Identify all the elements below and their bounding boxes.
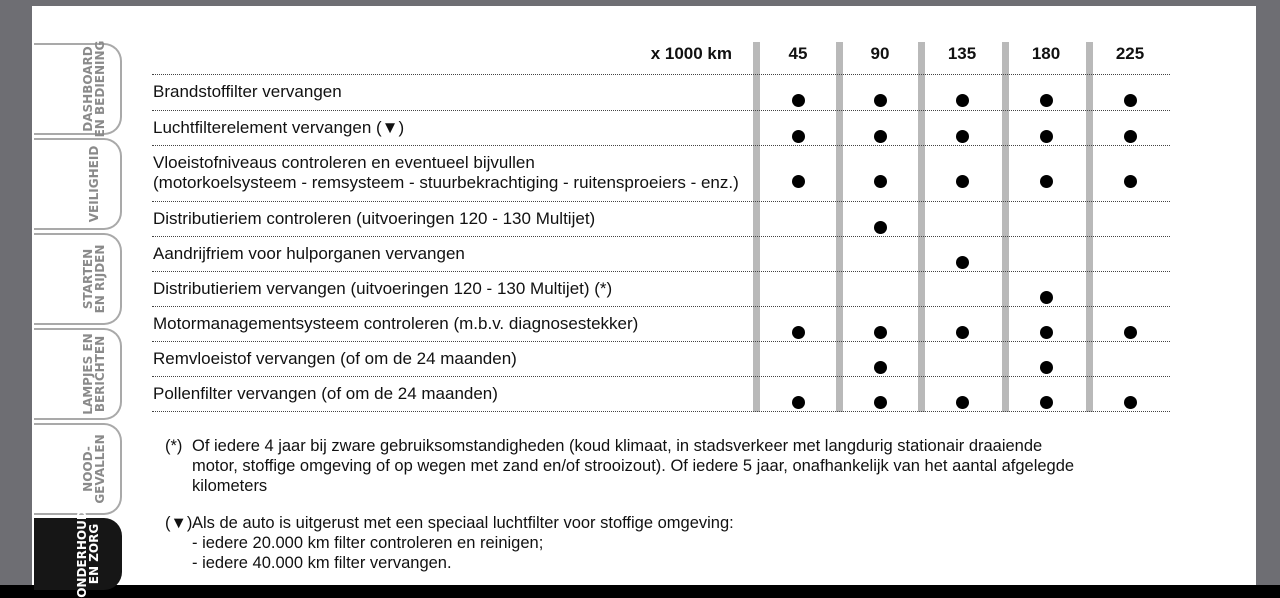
service-dot <box>792 326 805 339</box>
table-row-label: Pollenfilter vervangen (of om de 24 maanden) <box>153 383 498 403</box>
table-row-label: Distributieriem vervangen (uitvoeringen 120 - 130 Multijet) (*) <box>153 278 613 298</box>
table-row-label: Brandstoffilter vervangen <box>153 82 342 101</box>
service-dot <box>792 396 805 409</box>
tab-onderhoud[interactable] <box>34 510 122 598</box>
column-divider <box>1086 42 1093 412</box>
tab-label: NOOD- GEVALLEN <box>81 434 107 504</box>
row-separator <box>152 411 1170 412</box>
service-dot <box>956 130 969 143</box>
table-row-label: Aandrijfriem voor hulporganen vervangen <box>153 243 465 263</box>
note-triangle <box>165 513 734 573</box>
tab-dashboard[interactable] <box>34 40 122 138</box>
row-separator <box>152 341 1170 342</box>
note-asterisk <box>165 436 1074 496</box>
note-asterisk-line-2: motor, stoffige omgeving of op wegen met zand en/of strooizout). Of iedere 5 jaar, onafhankelijk van het aantal afgelegde <box>192 457 1075 475</box>
service-dot <box>1124 175 1137 188</box>
note-triangle-line-2: - iedere 20.000 km filter controleren en reinigen; <box>192 534 544 552</box>
table-row-label: Distributieriem controleren (uitvoeringen 120 - 130 Multijet) <box>153 208 596 228</box>
row-separator <box>152 201 1170 202</box>
service-dot <box>874 94 887 107</box>
service-dot <box>792 94 805 107</box>
row-separator <box>152 74 1170 75</box>
note-triangle-line-1: Als de auto is uitgerust met een speciaal luchtfilter voor stoffige omgeving: <box>192 514 734 532</box>
row-separator <box>152 306 1170 307</box>
column-divider <box>836 42 843 412</box>
service-dot <box>956 396 969 409</box>
note-asterisk-line-3: kilometers <box>192 477 268 495</box>
tab-label: DASHBOARD EN BEDIENING <box>81 40 107 138</box>
tab-lampjes[interactable] <box>34 328 122 420</box>
note-triangle-line-3: - iedere 40.000 km filter vervangen. <box>192 554 452 572</box>
column-divider <box>753 42 760 412</box>
note-triangle-symbol: (▼) <box>165 514 193 532</box>
note-asterisk-line-1: Of iedere 4 jaar bij zware gebruiksomstandigheden (koud klimaat, in stadsverkeer met langdurig stationair draaiende <box>192 437 1043 455</box>
column-header: 135 <box>947 44 977 63</box>
service-dot <box>1040 326 1053 339</box>
tab-label: ONDERHOUD EN ZORG <box>75 510 101 598</box>
column-header: 45 <box>788 44 808 63</box>
column-header: 225 <box>1115 44 1145 63</box>
column-divider <box>918 42 925 412</box>
service-dot <box>1124 130 1137 143</box>
service-dot <box>1040 291 1053 304</box>
service-dot <box>956 256 969 269</box>
row-separator <box>152 236 1170 237</box>
table-row-label: Remvloeistof vervangen (of om de 24 maanden) <box>153 348 517 368</box>
service-dot <box>874 396 887 409</box>
frame-left <box>0 0 32 585</box>
tab-label: VEILIGHEID <box>87 145 101 223</box>
row-separator <box>152 271 1170 272</box>
tab-starten[interactable] <box>34 233 122 325</box>
service-dot <box>874 175 887 188</box>
tab-label: LAMPJES EN BERICHTEN <box>81 333 107 415</box>
service-dot <box>874 130 887 143</box>
column-header: 180 <box>1031 44 1061 63</box>
service-dot <box>874 221 887 234</box>
service-dot <box>792 130 805 143</box>
tab-label: STARTEN EN RIJDEN <box>81 244 107 314</box>
service-dot <box>1040 396 1053 409</box>
table-row-label: Motormanagementsysteem controleren (m.b.v. diagnosestekker) <box>153 313 639 333</box>
service-dot <box>956 175 969 188</box>
service-dot <box>1124 396 1137 409</box>
row-separator <box>152 376 1170 377</box>
column-divider <box>1002 42 1009 412</box>
column-header: 90 <box>870 44 890 63</box>
service-dot <box>874 361 887 374</box>
service-dot <box>956 326 969 339</box>
table-row-label: Luchtfilterelement vervangen (▼) <box>153 117 405 137</box>
service-dot <box>792 175 805 188</box>
row-separator <box>152 110 1170 111</box>
tab-veiligheid[interactable] <box>34 138 122 230</box>
unit-header: x 1000 km <box>650 44 732 63</box>
tab-noodgevallen[interactable] <box>34 423 122 515</box>
service-dot <box>1040 94 1053 107</box>
service-dot <box>874 326 887 339</box>
note-asterisk-symbol: (*) <box>165 437 183 455</box>
service-dot <box>956 94 969 107</box>
service-dot <box>1040 361 1053 374</box>
frame-right <box>1256 0 1280 585</box>
row-separator <box>152 145 1170 146</box>
service-dot <box>1124 94 1137 107</box>
service-dot <box>1124 326 1137 339</box>
service-dot <box>1040 175 1053 188</box>
service-dot <box>1040 130 1053 143</box>
table-row-label: Vloeistofniveaus controleren en eventueel bijvullen (motorkoelsysteem - remsysteem - stuurbekrachtiging - ruitensproeiers - enz.) <box>153 153 739 192</box>
